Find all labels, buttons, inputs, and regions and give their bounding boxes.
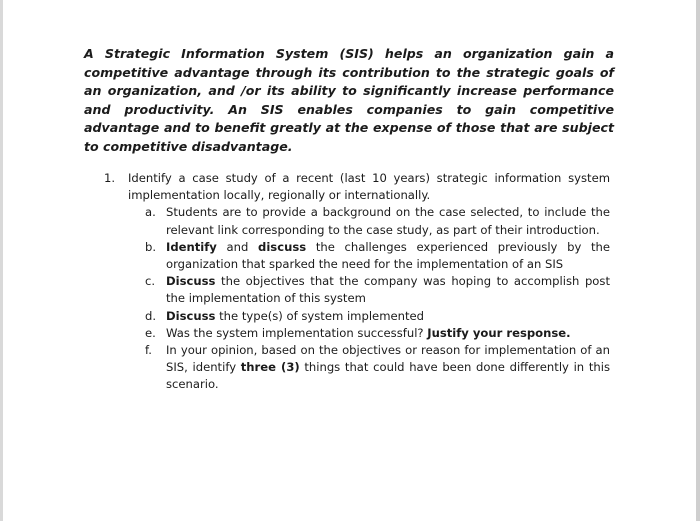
sub-bold: discuss bbox=[258, 239, 307, 254]
sub-bold: Discuss bbox=[166, 308, 216, 323]
question-1 bbox=[104, 170, 610, 394]
sub-text: In your opinion, based on the objectives or reason for implementation of an SIS, identify bbox=[166, 343, 610, 375]
question-text: Identify a case study of a recent (last 10 years) strategic information system implementation locally, regionally or internationally. bbox=[128, 171, 610, 203]
sub-question-d bbox=[145, 308, 610, 325]
sub-letter: d. bbox=[145, 308, 157, 323]
sub-text: things that could have been done differently in this scenario. bbox=[166, 360, 610, 392]
question-number: 1. bbox=[104, 171, 116, 185]
sub-text: the objectives that the company was hoping to accomplish post the implementation of this system bbox=[166, 274, 610, 306]
sub-question-list bbox=[145, 204, 611, 393]
sub-text: the type(s) of system implemented bbox=[215, 308, 425, 323]
document-body bbox=[84, 45, 614, 392]
sub-question-b bbox=[145, 239, 611, 273]
sub-bold: three (3) bbox=[240, 360, 300, 375]
sub-question-e bbox=[145, 325, 610, 342]
sub-letter: a. bbox=[145, 205, 156, 220]
sub-text: Was the system implementation successful? bbox=[166, 325, 428, 340]
sub-letter: b. bbox=[145, 239, 157, 254]
sub-question-f bbox=[145, 342, 610, 394]
right-edge bbox=[696, 0, 700, 521]
sub-text: the challenges experienced previously by the organization that sparked the need for the implementation of an SIS bbox=[166, 239, 611, 272]
sub-question-c bbox=[145, 273, 610, 307]
sub-bold: Justify your response. bbox=[427, 325, 571, 340]
sub-letter: c. bbox=[145, 274, 156, 289]
sub-text: and bbox=[216, 239, 259, 254]
sub-question-a bbox=[145, 204, 610, 238]
sub-bold: Identify bbox=[166, 239, 217, 254]
left-edge bbox=[0, 0, 3, 521]
intro-paragraph: A Strategic Information System (SIS) helps an organization gain a competitive advantage through its contribution to the strategic goals of an organization, and /or its ability to significantly increase performance and productivity. An SIS enables companies to gain competitive advantage and to benefit greatly at the expense of those that are subject to competitive disadvantage. bbox=[84, 46, 614, 154]
sub-bold: Discuss bbox=[166, 274, 216, 289]
sub-letter: e. bbox=[145, 325, 156, 340]
sub-text: Students are to provide a background on the case selected, to include the relevant link corresponding to the case study, as part of their introduction. bbox=[166, 205, 610, 237]
sub-letter: f. bbox=[145, 343, 152, 358]
